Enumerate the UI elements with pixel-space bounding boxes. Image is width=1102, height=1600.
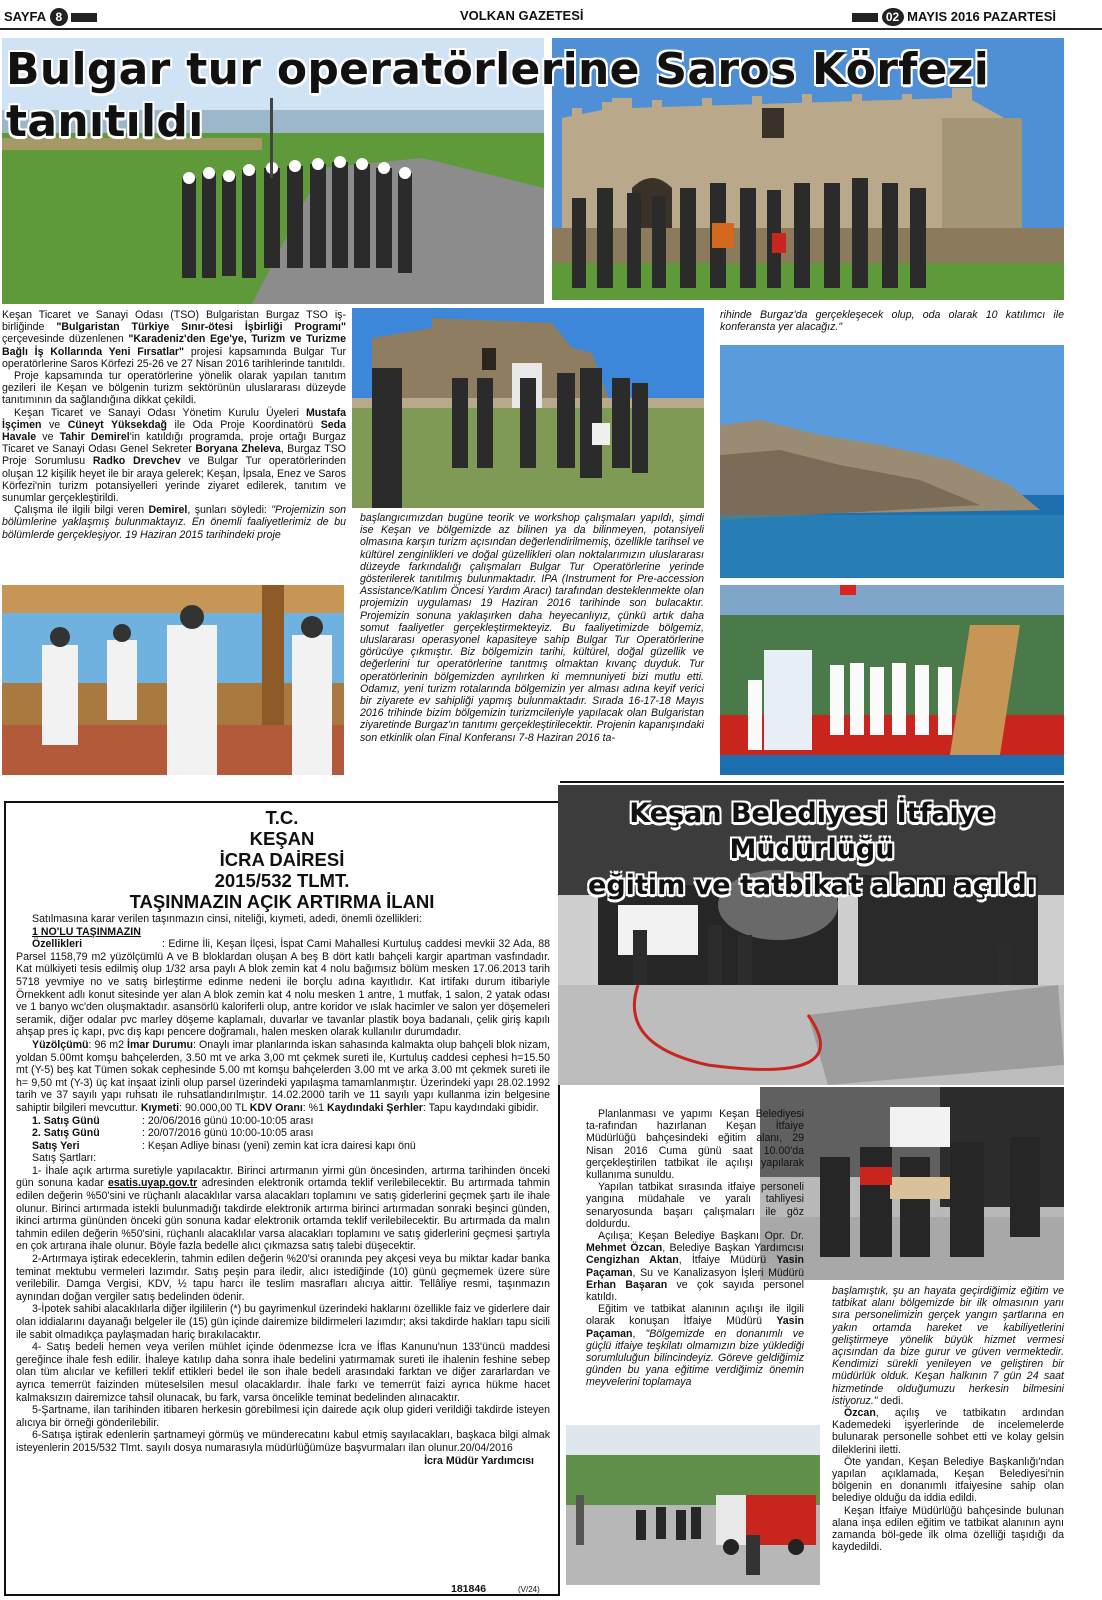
- ad-value: : 20/06/2016 günü 10:00-10:05 arası: [142, 1114, 314, 1127]
- photo-rescue-drill: [760, 1087, 1064, 1280]
- ad-label: KDV Oranı: [249, 1101, 303, 1114]
- text-bold: Mehmet Özcan: [586, 1242, 663, 1255]
- ad-label: Özellikleri: [32, 938, 83, 951]
- ad-label: Kaydındaki Şerhler: [326, 1101, 423, 1114]
- ad-term: 4- Satış bedeli hemen veya verilen mühlet içinde ödenmezse İcra ve İflas Kanunu'nun 133'üncü maddesi gereğince ihale fesh edilir. İhaleye katılıp daha sonra ihale bedelini yatırmamak sureti ile ihalenin feshine sebep olan tüm alıcılar ve kefilleri teklif ettikleri bedel ile son ihale bedeli arasındaki farktan ve diğer zararlardan ve ayrıca temerrüt faizinden müteselsilen mesul olacaklardır. İhale farkı ve temerrüt faizi ayrıca hükme hacet kalmaksızın dairemizce tahsil olunacak, bu fark, varsa öncelikle teminat bedelinden alınacaktır.: [16, 1341, 550, 1404]
- auction-notice: [4, 801, 560, 1596]
- photo-coastal-cliff: [720, 345, 1064, 578]
- text-span: dedi.: [877, 1394, 904, 1407]
- ad-value: : 20/07/2016 günü 10:00-10:05 arası: [142, 1127, 314, 1140]
- article1-column1: [2, 309, 346, 541]
- text-span: , Su ve Kanalizasyon İşleri Müdürü: [632, 1266, 804, 1279]
- ad-term: 2-Artırmaya iştirak edeceklerin, tahmin edilen değerin %20'si oranında pey akçesi veya bu miktar kadar banka teminat mektubu vermeleri lazımdır. Satış peşin para iledir, alıcı istediğinde (10) günü geçmemek üzere süre verilebilir. Damga Vergisi, KDV, ½ tapu harcı ile teslim masrafları alıcıya aittir. Tellâliye resmi, taşınmazın aynından doğan vergiler satış bedelinden ödenir.: [16, 1253, 550, 1303]
- text-span: ve: [41, 418, 68, 431]
- text-span: Eğitim ve tatbikat alanının açılışı ile ilgili olarak konuşan İtfaiye Müdürü: [586, 1303, 804, 1328]
- text-span: 'in katıldığı programda, proje ortağı Burgaz Ticaret ve Sanayi Odası Genel Sekreter: [2, 431, 346, 456]
- ad-label: Kıymeti: [140, 1101, 180, 1114]
- ad-date: 20/04/2016: [459, 1441, 513, 1454]
- photo-visit-ruins: [352, 308, 704, 508]
- text-span: ve Bulgar Tur operatörlerinden oluşan 12 kişilik heyet ile bir araya gelerek; Keşan, İpsala, Enez ve Saros Körfezi'nin turizm potansiyelleri yerinde ziyaret edilerek, tanıtım ve sunumlar gerçekleştirildi.: [2, 455, 346, 505]
- ad-terms-title: Satış Şartları:: [32, 1152, 97, 1165]
- ad-term: adresinden elektronik ortamda teklif verilebilecektir. Bu artırmada tahmin edilen değerin %50'sini ve rüçhanlı alacaklılar varsa alacakları toplamını ve satış giderlerini geçmek şartı ile ihale olunur. Birinci artırmada istekli bulunmadığı takdirde elektronik artırma birinci artırmadan sonraki beşinci günden, ikinci artırma gününden önceki gün sonuna kadar elektronik ortamda teklif verilebilecektir. Bu artırmada da malın tahmin edilen değerin %50'sini, rüçhanlı alacaklılar varsa alacakları toplamını ve satış giderlerini geçmesi şartıyla en çok artırana ihale olunur. Böyle fazla bedelle alıcı çıkmazsa satış talebi düşecektir.: [16, 1177, 550, 1253]
- photo-rescue-drill-image: [760, 1087, 1064, 1280]
- text-span: Çalışma ile ilgili bilgi veren: [14, 504, 149, 517]
- text-span: projesi kapsamında Bulgar Tur operatörlerine Saros Körfezi 25-26 ve 27 Nisan 2016 tarihlerinde tanıtıldı.: [2, 345, 347, 370]
- article1-headline: Bulgar tur operatörlerine Saros Körfezi tanıtıldı: [6, 44, 990, 147]
- section-rule: [560, 781, 1064, 783]
- page-label: [4, 8, 97, 26]
- text-span: Keşan Ticaret ve Sanayi Odası Yönetim Kurulu Üyeleri: [14, 406, 306, 419]
- date-text: MAYIS 2016 PAZARTESİ: [907, 9, 1056, 24]
- text-italic: başlamıştık, şu an hayata geçirdiğimiz eğitim ve tatbikat alanı bölgemizde bir ilk olmasının yanı sıra personelimizin gerçek yangın şartlarına en yakın ortamda hareket ve kabiliyetlerini geliştirmeye yönelik büyük hizmet vermesi açısından da bize gurur ve güven vermektedir. Kendimizi sürekli yenileyen ve geliştiren bir müdürlük olduk. Keşan halkının 7 gün 24 saat hizmetinde olduğumuzu herkesin bilmesini istiyoruz.": [832, 1285, 1064, 1407]
- photo-fire-truck-image: [566, 1425, 820, 1585]
- ad-line1: T.C.: [265, 807, 299, 828]
- ad-value: : Keşan Adliye binası (yeni) zemin kat icra dairesi kapı önü: [142, 1139, 416, 1152]
- photo-boat-interior-image: [2, 585, 344, 775]
- photo-group-on-boat: [720, 585, 1064, 775]
- text-bold: Seda Havale: [2, 418, 347, 444]
- page-number: 8: [50, 8, 68, 26]
- text-bold: "Karadeniz'den Ege'ye, Turizm ve Turizme Bağlı İş Kollarında Yeni Fırsatlar": [2, 333, 346, 358]
- text-bold: Cengizhan Aktan: [586, 1254, 679, 1267]
- text-bold: Demirel: [148, 504, 188, 517]
- article2-column-a: [586, 1108, 804, 1389]
- paragraph: Proje kapsamında tur operatörlerine yönelik olarak yapılan tanıtım gezileri ile Keşan ve bölgenin turizm sektörünün uluslararası düzeyde tanıtımının da sağlandığına dikkat çekildi.: [2, 370, 346, 407]
- header-bar-right: [852, 13, 878, 22]
- ad-value: : %1: [302, 1101, 327, 1114]
- text-span: ve çok sayıda personel katıldı.: [586, 1278, 805, 1304]
- ad-label: Satış Yeri: [32, 1139, 80, 1152]
- text-bold: Özcan: [844, 1407, 876, 1420]
- paragraph: Yapılan tatbikat sırasında itfaiye personeli yangına müdahale ve yaralı tahliyesi senaryosunda başarı çalışmaları ile göz doldurdu.: [586, 1181, 804, 1230]
- article2-headline-line2: eğitim ve tatbikat alanı açıldı: [588, 870, 1036, 901]
- paper-name: VOLKAN GAZETESİ: [460, 8, 584, 23]
- ad-label: 2. Satış Günü: [32, 1127, 100, 1140]
- ad-term: 3-İpotek sahibi alacaklılarla diğer ilgililerin (*) bu gayrimenkul üzerindeki haklarını özellikle faiz ve giderlere dair olan iddialarını dayanağı belgeler ile (15) gün içinde dairemize bildirmeleri lazımdır; aksi takdirde hakları tapu sicili ile sabit olmadıkça paylaşmadan hariç bırakılacaktır.: [16, 1303, 550, 1341]
- text-italic: "Projemizin son bölümlerine yaklaşmış bulunmaktayız. En önemli faaliyetlerimiz de bu bölümlerde gerçekleşiyor. 19 Haziran 2015 tarihindeki proje: [2, 504, 346, 541]
- text-bold: Mustafa İşçimen: [2, 406, 346, 431]
- text-bold: Radko Drevchev: [92, 455, 181, 468]
- ad-intro: Satılmasına karar verilen taşınmazın cinsi, niteliği, kıymeti, adedi, önemli özellikleri:: [32, 913, 422, 925]
- ad-value: : 96 m2: [88, 1038, 128, 1051]
- article1-column2: başlangıcımızdan bugüne teorik ve workshop çalışmaları yapıldı, şimdi ise Keşan ve bölgemizde az bilinen ya da bilinmeyen, potansiyeli olmasına karşın turizm açısından değerlendirilmemiş, özellikle tarihsel ve kültürel zenginlikleri ve doğal güzellikleri olan noktalarımızın uluslararası düzeyde farkındalığı çalışmaları Bulgar Tur Operatörlerine yerinde gösterilerek tanıtılmış bulunmaktadır. IPA (Instrument for Pre-accession Assistance/Katılım Öncesi Yardım Aracı) tarafından desteklenmekte olan projemizin uygulaması 19 Haziran 2016 tarihinde son bulacaktır. Projemizin sonuna yaklaşırken daha heyecanlıyız, çünkü artık daha somut faaliyetler gerçekleştirmekteyiz. Bu faaliyetimizde bölgemiz, uluslararası operasyonel kapasiteye sahip Bulgar Tur Operatörlerine görücüye çıkmıştır. Biz bölgemizin tarihi, kültürel, doğal güzellik ve değerlerini tur operatörlerine tanıtmış olmaktan kıvanç duyduk. Tur operatörlerinin bölgemizden ayrılırken ki memnuniyeti bizi mutlu etti. Odamız, yeni turizm rotalarında bölgemizin yer alması adına keyif verici bir ziyarete ev sahipliği yapmış bulunmaktadır. Sırada 16-17-18 Mayıs 2016 trihinde bizim bölgemizin turizmcileriyle yapılacak olan Bulgaristan ziyaretinde Burgaz'ın tanıtımı gerçekleştirilecektir. Projenin kapanışındaki son etkinlik olan Final Konferansı 7-8 Haziran 2016 ta-: [360, 512, 704, 744]
- text-span: , şunları söyledi:: [187, 504, 272, 517]
- paragraph: Öte yandan, Keşan Belediye Başkanlığı'ndan yapılan açıklamada, Keşan Belediyesi'nin bölgenin en donanımlı itfaiyesine sahip olan belediye olduğu da iddia edildi.: [832, 1455, 1064, 1505]
- article2-headline: [560, 796, 1064, 904]
- text-italic: "Bölgemizde en donanımlı ve güçlü itfaiye teşkilatı olmamızın bize yüklediği sorumluluğun bilincindeyiz. Göreve geldiğimiz günden bu yana eğitime verdiğimiz önemin meyvelerini toplamaya: [586, 1327, 804, 1389]
- text-bold: Boryana Zheleva: [195, 443, 281, 456]
- page-label-text: SAYFA: [4, 9, 47, 24]
- text-bold: Erhan Başaran: [586, 1278, 668, 1291]
- ad-value: : Edirne İli, Keşan İlçesi, İspat Cami Mahallesi Kurtuluş caddesi mevkii 32 Ada, 88 Parsel 1158,79 m2 yüzölçümlü A ve B bloklardan oluşan A beş B dört katlı bahçeli kargir apartman vasfındadır. Kat mülkiyeti tesis edilmiş olup 1/32 arsa paylı A blok zemin kat 4 nolu bağımsız bölüm mesken 17.06.2013 tarih 5718 yevmiye no ve satış birleştirme edinme nedeni ile borçlu adına kayıtlıdır. Kat irtifakı durum itibariyle Örnekkent adlı konut sitesinde yer alan A blok zemin kat 4 nolu mesken 1 antre, 1 mutfak, 1 salon, 2 yatak odası ve 1 banyo wc'den oluşmaktadır. asansörlü kaloriferli olup, antre koridor ve ıslak hacimler ve salon yer döşemeleri seramik, diğer odalar pvc marley döşeme kaplamalı, duvarlar ve tavanlar plastik boya badanalı, çelik giriş kapılı ahşap pres iç kapı, pvc dış kapı pencere doğramalı, halen mesken olarak kullanılır durumdadır.: [16, 938, 550, 1039]
- ad-line2: KEŞAN: [249, 828, 315, 849]
- text-span: , Burgaz TSO Proje Sorumlusu: [2, 443, 346, 468]
- paragraph: Keşan İtfaiye Müdürlüğü bahçesinde bulunan alana inşa edilen eğitim ve tatbikat alanının aynı zamanda böl-gede ilk olma özelliği taşıdığı da kaydedildi.: [832, 1504, 1064, 1554]
- ad-label: İmar Durumu: [127, 1038, 194, 1051]
- text-span: ile Oda Proje Koordinatörü: [166, 418, 321, 431]
- ad-label: Yüzölçümü: [32, 1038, 89, 1051]
- ad-signer: İcra Müdür Yardımcısı: [424, 1454, 534, 1467]
- text-span: çerçevesinde düzenlenen: [2, 333, 129, 346]
- ad-line4: 2015/532 TLMT.: [214, 870, 350, 891]
- ad-line5: TAŞINMAZIN AÇIK ARTIRMA İLANI: [129, 891, 435, 912]
- page-header: [0, 0, 1102, 30]
- photo-fire-truck: [566, 1425, 820, 1585]
- photo-boat-interior: [2, 585, 344, 775]
- header-bar-left: [71, 13, 97, 22]
- text-span: ,: [632, 1327, 646, 1340]
- paragraph: Planlanması ve yapımı Keşan Belediyesi ta-rafından hazırlanan Keşan İtfaiye Müdürlüğü bahçesindeki eğitim alanı, 29 Nisan 2016 Cuma günü saat 10.00'da gerçekleştirilen tatbikat ile açılışı yapılarak kullanıma sunuldu.: [586, 1108, 804, 1182]
- auction-notice-body: [16, 913, 550, 1467]
- ad-ilan-no: 181846: [451, 1583, 487, 1595]
- text-bold: Tahir Demirel: [59, 431, 130, 444]
- ad-label: 1. Satış Günü: [32, 1114, 100, 1127]
- header-date: [852, 8, 1056, 26]
- date-day: 02: [882, 8, 904, 26]
- photo-group-on-boat-image: [720, 585, 1064, 775]
- ad-line3: İCRA DAİRESİ: [219, 849, 345, 870]
- text-span: , Belediye Başkan Yardımcısı: [662, 1242, 804, 1255]
- photo-coastal-cliff-image: [720, 345, 1064, 578]
- text-bold: Cüneyt Yüksekdağ: [67, 418, 167, 431]
- ad-item-title: 1 NO'LU TAŞINMAZIN: [32, 925, 141, 938]
- ad-term: 1- İhale açık artırma suretiyle yapılacaktır. Birinci artırmanın yirmi gün öncesinden, artırma tarihinden önceki gün sonuna kadar: [16, 1164, 550, 1190]
- text-span: , İtfaiye Müdürü: [678, 1254, 777, 1267]
- ad-value: : Onaylı imar planlarında iskan sahasında kalmakta olup bahçeli blok nizam, yoldan 5.00mt komşu bahçelerden, 3.50 mt ve arka 3,00 mt çekmek sureti ile, Kurtuluş caddesi cephesi h=15.50 mt (Y-5) beş kat Tümen sokak cephesinde 5.00 mt komşu bahçelerden 3.00 mt ve arka 3.00 mt çekmek sureti ile h= 9,50 mt (Y-3) üç kat inşaat izinli olup parsel üzerindeki yapılaşma tamamlanmıştır. Üzerindeki yapı 28.02.1992 tarih ve 37 sayılı yapı ruhsatı ile ruhsatlandırılmıştır. 14.02.2000 tarih ve 11 sayılı yapı kullanma izin belgesine sahiptir bilgileri mevcuttur.: [16, 1038, 550, 1114]
- ad-code: (V/24): [518, 1585, 540, 1594]
- ad-value: : Tapu kaydındaki gibidir.: [422, 1101, 539, 1114]
- auction-notice-titles: [6, 807, 558, 912]
- text-span: Açılışa; Keşan Belediye Başkanı Opr. Dr.: [598, 1230, 804, 1243]
- text-bold: Yasin Paçaman: [586, 1254, 804, 1279]
- text-bold: "Bulgaristan Türkiye Sınır-ötesi İşbirliği Programı": [56, 321, 346, 334]
- article2-headline-line1: Keşan Belediyesi İtfaiye Müdürlüğü: [629, 798, 995, 865]
- ad-value: : 90.000,00 TL: [179, 1101, 250, 1114]
- text-span: ve: [36, 431, 60, 444]
- photo-visit-ruins-image: [352, 308, 704, 508]
- ad-term: 5-Şartname, ilan tarihinden itibaren herkesin görebilmesi için dairede açık olup gideri verildiği takdirde isteyen alıcıya bir örneği gönderilebilir.: [16, 1404, 550, 1429]
- text-span: , açılış ve tatbikatın ardından Kademedeki işyerlerinde de incelemelerde bulunarak personelle sohbet etti ve kolay gelsin dileklerini iletti.: [832, 1407, 1064, 1456]
- ad-term: 6-Satışa iştirak edenlerin şartnameyi görmüş ve münderecatını kabul etmiş sayılacakları, başkaca bilgi almak isteyenlerin 2015/532 Tlmt. sayılı dosya numarasıyla müdürlüğümüze başvurmaları ilan olunur.: [16, 1429, 550, 1454]
- text-bold: Yasin Paçaman: [586, 1315, 804, 1340]
- article2-column-b: [832, 1285, 1064, 1553]
- article1-column3: rihinde Burgaz'da gerçekleşecek olup, oda olarak 10 katılımcı ile konferansta yer alacağız.": [720, 309, 1064, 334]
- ad-website-link[interactable]: esatis.uyap.gov.tr: [107, 1177, 198, 1190]
- text-span: Keşan Ticaret ve Sanayi Odası (TSO) Bulgaristan Burgaz TSO iş-birliğinde: [2, 309, 346, 334]
